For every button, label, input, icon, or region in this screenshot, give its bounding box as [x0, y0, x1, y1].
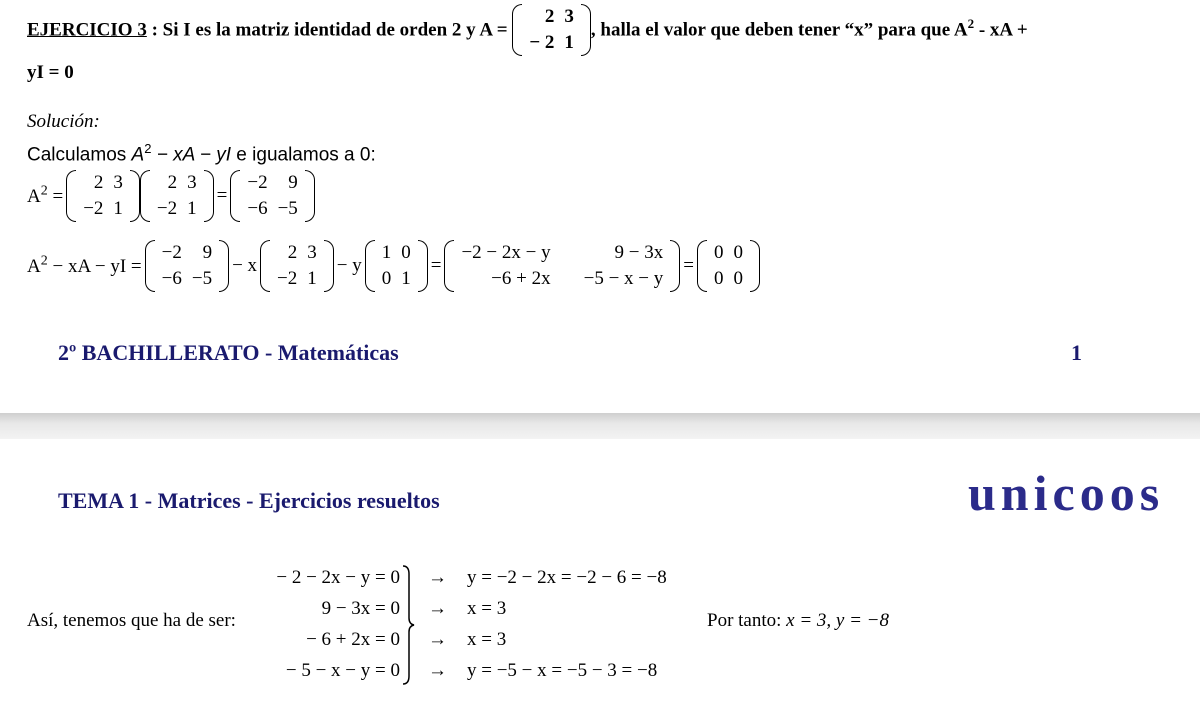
statement-line2: yI = 0	[27, 62, 74, 83]
unicoos-logo: unicoos	[968, 465, 1165, 521]
matrix-zero: 0 0 0 0	[697, 240, 760, 292]
statement-part2: , halla el valor que deben tener “x” para que A	[590, 19, 968, 41]
system-intro: Así, tenemos que ha de ser:	[27, 610, 236, 631]
system-eq-2: 9 − 3x = 0	[321, 598, 400, 619]
arrow-icon: →	[428, 629, 447, 650]
arrow-icon: →	[428, 660, 447, 681]
equation-expansion: $A^2$ − xA − yI = −2 9 −6 −5 − x 2 3 −2 1 − y 1 0 0 1 = −2 − 2x − y 9 − 3x −6 + 2x −5 − x − y = 0 0 0 0	[27, 240, 760, 292]
page-number: 1	[1071, 340, 1082, 365]
system-res-4: y = −5 − x = −5 − 3 = −8	[467, 660, 658, 681]
system-res-3: x = 3	[467, 629, 507, 650]
system-brace	[401, 564, 415, 686]
equation-a-squared: $A^2$ = 2 3 −2 1 2 3 −2 1 = −2 9 −6 −5	[27, 170, 315, 222]
matrix-a-squared-result: −2 9 −6 −5	[230, 170, 314, 222]
solution-label: Solución:	[27, 111, 100, 132]
matrix-a2: −2 9 −6 −5	[145, 240, 229, 292]
matrix-a-left: 2 3 −2 1	[66, 170, 140, 222]
arrow-icon: →	[428, 598, 447, 619]
system-eq-3: − 6 + 2x = 0	[306, 629, 400, 650]
exercise-statement: EJERCICIO 3 : Si I es la matriz identidad de orden 2 y A = 2 3 − 2 1 , halla el valor que deben tener “x” para que $A^2$ - xA +	[27, 6, 1028, 56]
calc-line: Calculamos $A^2$ − xA − yI e igualamos a 0:	[27, 141, 376, 166]
matrix-a-right: 2 3 −2 1	[140, 170, 214, 222]
system-res-2: x = 3	[467, 598, 507, 619]
matrix-identity: 1 0 0 1	[365, 240, 428, 292]
page-separator	[0, 413, 1200, 439]
matrix-a-x: 2 3 −2 1	[260, 240, 334, 292]
page-header-topic: TEMA 1 - Matrices - Ejercicios resueltos	[58, 488, 440, 513]
statement-part1: : Si I es la matriz identidad de orden 2 y A =	[146, 19, 513, 41]
system-eq-4: − 5 − x − y = 0	[285, 660, 400, 681]
conclusion-values: x = 3, y = −8	[786, 610, 890, 631]
footer-course: 2º BACHILLERATO - Matemáticas	[58, 340, 399, 365]
arrow-icon: →	[428, 567, 447, 588]
exercise-label: EJERCICIO 3	[27, 19, 147, 41]
matrix-combined: −2 − 2x − y 9 − 3x −6 + 2x −5 − x − y	[444, 240, 680, 292]
conclusion: Por tanto: x = 3, y = −8	[707, 610, 890, 631]
statement-part3: - xA +	[974, 19, 1028, 41]
matrix-a: 2 3 − 2 1	[512, 4, 591, 56]
system-res-1: y = −2 − 2x = −2 − 6 = −8	[467, 567, 667, 588]
system-eq-1: − 2 − 2x − y = 0	[276, 567, 400, 588]
